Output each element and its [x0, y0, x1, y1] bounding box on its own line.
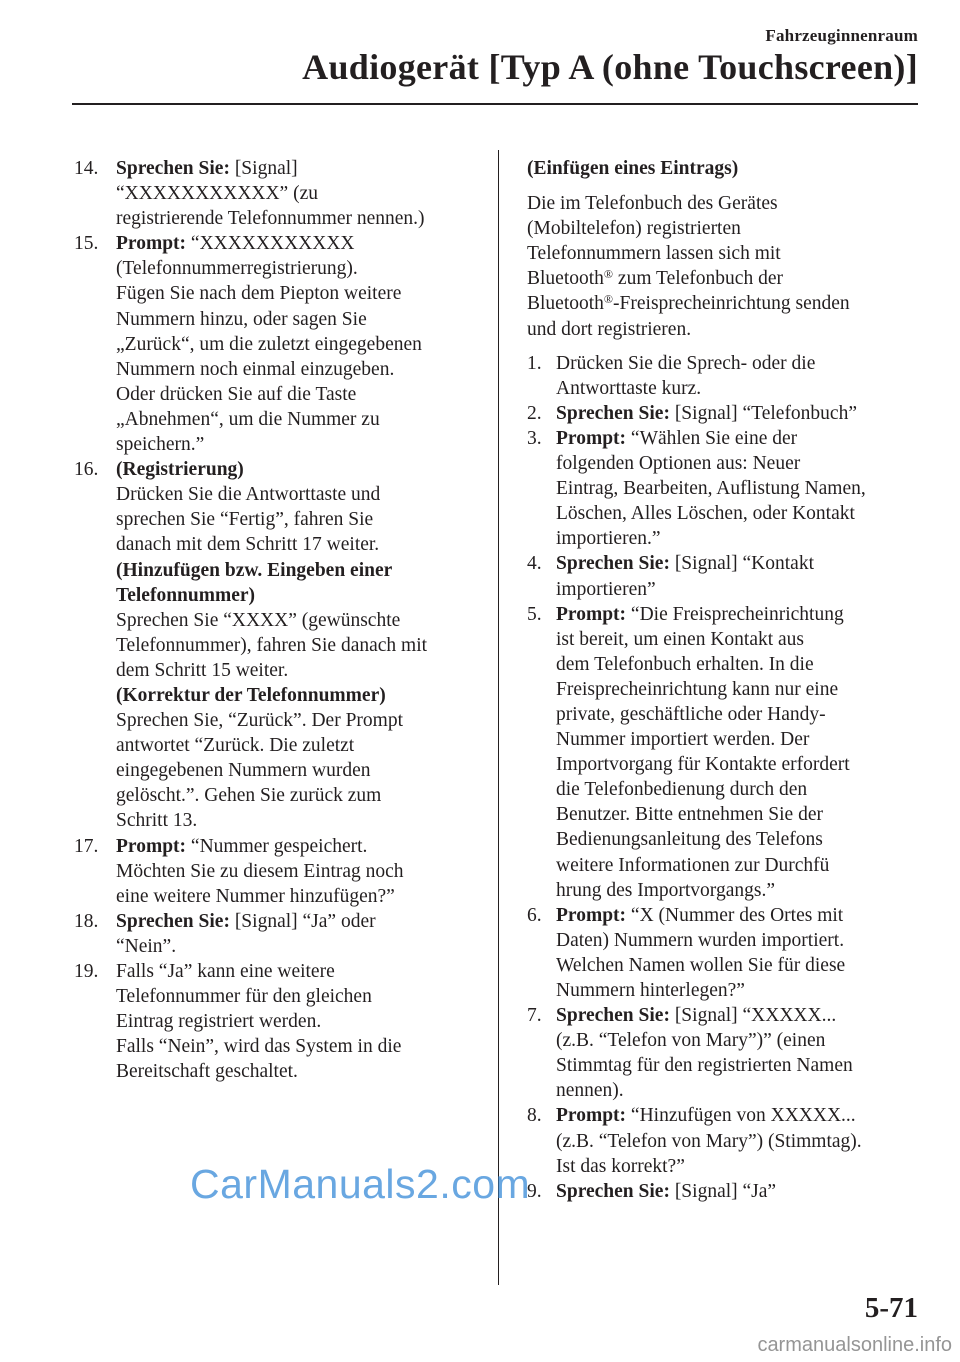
step-label: Sprechen Sie: [556, 1005, 670, 1027]
step-text: „Zurück“, um die zuletzt eingegebenen [116, 333, 422, 355]
step-18 [74, 909, 484, 959]
step-text: “Hinzufügen von XXXXX... [626, 1105, 856, 1127]
step-text: “Nummer gespeichert. [186, 835, 368, 857]
step-text: [Signal] “Ja” oder [229, 910, 376, 932]
step-15 [74, 231, 484, 457]
step-19 [74, 959, 484, 1084]
step-text: “XXXXXXXXXXX [186, 233, 355, 255]
step-text: dem Telefonbuch erhalten. In die [556, 653, 814, 675]
step-label: Prompt: [556, 603, 627, 625]
step-1 [527, 351, 927, 401]
step-label: Sprechen Sie: [556, 553, 670, 575]
step-text: danach mit dem Schritt 17 weiter. [116, 534, 380, 556]
step-4 [527, 551, 927, 601]
step-number: 5. [527, 603, 542, 625]
running-header-section: Fahrzeuginnenraum [765, 26, 918, 45]
step-text: folgenden Optionen aus: Neuer [556, 453, 801, 475]
step-text: eingegebenen Nummern wurden [116, 760, 371, 782]
step-number: 18. [74, 910, 99, 932]
step-text: Sprechen Sie, “Zurück”. Der Prompt [116, 710, 403, 732]
step-text: eine weitere Nummer hinzufügen?” [116, 885, 395, 907]
registered-mark: ® [603, 292, 614, 307]
step-text: Daten) Nummern wurden importiert. [556, 929, 845, 951]
step-label: Sprechen Sie: [556, 1180, 670, 1202]
step-text: (z.B. “Telefon von Mary”)” (einen [556, 1030, 826, 1052]
step-text: Nummern noch einmal einzugeben. [116, 358, 395, 380]
step-text: sprechen Sie “Fertig”, fahren Sie [116, 509, 374, 531]
step-8 [527, 1103, 927, 1178]
step-text: Telefonnummer), fahren Sie danach mit [116, 634, 428, 656]
step-text: Freisprecheinrichtung kann nur eine [556, 678, 839, 700]
step-14 [74, 156, 484, 231]
step-number: 6. [527, 904, 542, 926]
step-number: 3. [527, 427, 542, 449]
sub-heading: (Korrektur der Telefonnummer) [116, 684, 386, 706]
para-text: -Freisprecheinrichtung senden [613, 293, 850, 315]
para-text: Bluetooth [527, 268, 604, 290]
step-number: 15. [74, 233, 99, 255]
step-text: Benutzer. Bitte entnehmen Sie der [556, 804, 823, 826]
step-6 [527, 903, 927, 1003]
step-text: importieren” [556, 578, 656, 600]
right-column [527, 156, 927, 1204]
step-text: Fügen Sie nach dem Piepton weitere [116, 283, 402, 305]
header-rule [72, 103, 918, 105]
step-text: (z.B. “Telefon von Mary”) (Stimmtag). [556, 1130, 862, 1152]
registered-mark: ® [603, 267, 614, 282]
para-text: Die im Telefonbuch des Gerätes [527, 193, 778, 215]
step-text: [Signal] “Telefonbuch” [669, 402, 857, 424]
step-label: Prompt: [116, 835, 187, 857]
step-text: ist bereit, um einen Kontakt aus [556, 628, 805, 650]
step-text: Nummern hinterlegen?” [556, 980, 745, 1001]
step-number: 19. [74, 961, 99, 982]
watermark-logo: CarManuals2.com [190, 1161, 531, 1207]
step-text: Drücken Sie die Antworttaste und [116, 484, 381, 506]
step-9 [527, 1179, 927, 1204]
step-text: dem Schritt 15 weiter. [116, 659, 289, 681]
step-text: hrung des Importvorgangs.” [556, 879, 775, 901]
step-number: 8. [527, 1105, 542, 1127]
step-text: Schritt 13. [116, 810, 198, 832]
step-text: private, geschäftliche oder Handy- [556, 703, 826, 725]
step-text: Bereitschaft geschaltet. [116, 1061, 298, 1083]
step-text: Importvorgang für Kontakte erfordert [556, 754, 850, 776]
step-text: Eintrag, Bearbeiten, Auflistung Namen, [556, 478, 866, 500]
step-text: [Signal] [229, 158, 298, 179]
step-text: (Telefonnummerregistrierung). [116, 258, 358, 280]
column-divider [498, 150, 499, 1285]
step-text: Ist das korrekt?” [556, 1155, 685, 1177]
step-text: Sprechen Sie “XXXX” (gewünschte [116, 609, 401, 631]
step-label: Sprechen Sie: [116, 158, 230, 179]
step-number: 9. [527, 1180, 542, 1202]
step-2 [527, 401, 927, 426]
step-text: “XXXXXXXXXXX” (zu [116, 183, 318, 205]
para-text: Telefonnummern lassen sich mit [527, 243, 781, 265]
step-text: Löschen, Alles Löschen, oder Kontakt [556, 503, 855, 525]
step-3 [527, 426, 927, 551]
section-heading: (Einfügen eines Eintrags) [527, 158, 739, 179]
step-16 [74, 457, 484, 833]
step-text: die Telefonbedienung durch den [556, 779, 808, 801]
step-number: 17. [74, 835, 99, 857]
step-text: Eintrag registriert werden. [116, 1011, 322, 1033]
step-number: 2. [527, 402, 542, 424]
step-number: 14. [74, 158, 99, 179]
para-text: Bluetooth [527, 293, 604, 315]
step-label: Prompt: [556, 1105, 627, 1127]
step-17 [74, 834, 484, 909]
step-label: (Registrierung) [116, 459, 244, 481]
sub-heading: (Hinzufügen bzw. Eingeben einer [116, 559, 393, 581]
step-text: Drücken Sie die Sprech- oder die [556, 352, 816, 374]
step-text: „Abnehmen“, um die Nummer zu [116, 408, 380, 430]
step-text: Bedienungsanleitung des Telefons [556, 829, 823, 851]
step-text: Möchten Sie zu diesem Eintrag noch [116, 860, 404, 882]
step-text: “Wählen Sie eine der [626, 427, 798, 449]
step-text: Antworttaste kurz. [556, 377, 702, 399]
step-text: registrierende Telefonnummer nennen.) [116, 208, 425, 230]
step-text: Stimmtag für den registrierten Namen [556, 1055, 853, 1077]
step-number: 1. [527, 352, 542, 374]
step-text: Welchen Namen wollen Sie für diese [556, 954, 846, 976]
intro-paragraph [527, 191, 927, 342]
step-text: gelöscht.”. Gehen Sie zurück zum [116, 785, 382, 807]
step-text: [Signal] “Kontakt [669, 553, 814, 575]
step-7 [527, 1003, 927, 1103]
step-label: Prompt: [556, 904, 627, 926]
step-text: speichern.” [116, 434, 205, 456]
step-5 [527, 602, 927, 903]
step-text: [Signal] “Ja” [669, 1180, 777, 1202]
step-label: Prompt: [116, 233, 187, 255]
para-text: und dort registrieren. [527, 318, 692, 340]
step-number: 4. [527, 553, 542, 575]
step-number: 16. [74, 459, 99, 481]
step-text: Falls “Nein”, wird das System in die [116, 1036, 402, 1058]
step-text: nennen). [556, 1080, 624, 1102]
step-text: importieren.” [556, 528, 661, 550]
step-label: Sprechen Sie: [116, 910, 230, 932]
step-text: Falls “Ja” kann eine weitere [116, 961, 335, 982]
step-text: “X (Nummer des Ortes mit [626, 904, 844, 926]
step-number: 7. [527, 1005, 542, 1027]
left-column [74, 156, 484, 1084]
step-text: antwortet “Zurück. Die zuletzt [116, 735, 355, 757]
step-label: Prompt: [556, 427, 627, 449]
step-label: Sprechen Sie: [556, 402, 670, 424]
step-text: “Nein”. [116, 935, 177, 957]
step-text: Telefonnummer für den gleichen [116, 986, 372, 1008]
step-text: weitere Informationen zur Durchfü [556, 854, 830, 876]
footer-watermark: carmanualsonline.info [757, 1334, 952, 1356]
step-text: Oder drücken Sie auf die Taste [116, 383, 357, 405]
step-text: Nummer importiert werden. Der [556, 729, 810, 751]
para-text: (Mobiltelefon) registrierten [527, 218, 741, 240]
step-text: “Die Freisprecheinrichtung [626, 603, 844, 625]
page-number: 5-71 [864, 1292, 918, 1324]
step-text: [Signal] “XXXXX... [669, 1005, 837, 1027]
sub-heading: Telefonnummer) [116, 584, 256, 606]
page-title: Audiogerät [Typ A (ohne Touchscreen)] [302, 47, 918, 87]
para-text: zum Telefonbuch der [613, 268, 783, 290]
step-text: Nummern hinzu, oder sagen Sie [116, 308, 367, 330]
